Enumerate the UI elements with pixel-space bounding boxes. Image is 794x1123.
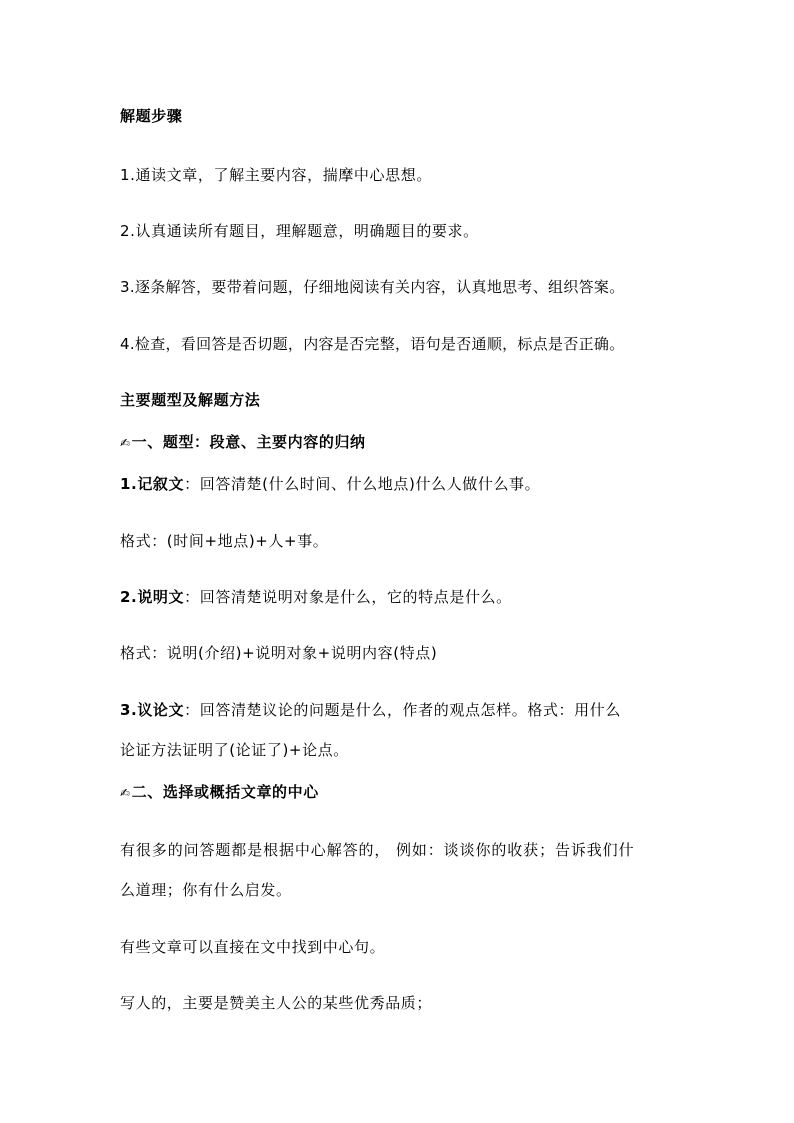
narrative-line: [120, 474, 540, 494]
section2-para1-line2: 么道理；你有什么启发。: [120, 881, 292, 899]
argument-label: 3.议论文: [120, 701, 185, 719]
step-4: 4.检查，看回答是否切题，内容是否完整，语句是否通顺，标点是否正确。: [120, 335, 625, 353]
argument-line: [120, 700, 621, 720]
writing-hand-icon: ✍: [120, 436, 131, 450]
section2-para3: 写人的，主要是赞美主人公的某些优秀品质；: [120, 994, 433, 1012]
narrative-format: 格式：(时间+地点)+人+事。: [120, 532, 329, 550]
step-3: 3.逐条解答，要带着问题，仔细地阅读有关内容，认真地思考、组织答案。: [120, 278, 625, 296]
narrative-label: 1.记叙文: [120, 475, 185, 493]
section2-para1-line1: 有很多的问答题都是根据中心解答的， 例如：谈谈你的收获；告诉我们什: [120, 841, 635, 859]
section2-title-text: 二、选择或概括文章的中心: [131, 783, 319, 801]
argument-text: ：回答清楚议论的问题是什么，作者的观点怎样。格式：用什么: [184, 701, 621, 719]
expository-label: 2.说明文: [120, 588, 185, 606]
step-1: 1.通读文章，了解主要内容，揣摩中心思想。: [120, 166, 432, 184]
section1-title-text: 一、题型：段意、主要内容的归纳: [131, 433, 366, 451]
expository-text: ：回答清楚说明对象是什么，它的特点是什么。: [184, 588, 512, 606]
section2-para2: 有些文章可以直接在文中找到中心句。: [120, 938, 386, 956]
heading-solving-steps: 解题步骤: [120, 107, 183, 125]
step-2: 2.认真通读所有题目，理解题意，明确题目的要求。: [120, 222, 479, 240]
section2-title: [120, 782, 319, 803]
section1-title: [120, 432, 366, 453]
argument-text-cont: 论证方法证明了(论证了)+论点。: [120, 741, 349, 759]
heading-question-types: 主要题型及解题方法: [120, 391, 261, 409]
expository-line: [120, 587, 512, 607]
writing-hand-icon: ✍: [120, 786, 131, 800]
expository-format: 格式：说明(介绍)+说明对象+说明内容(特点): [120, 644, 438, 662]
narrative-text: ：回答清楚(什么时间、什么地点)什么人做什么事。: [184, 475, 541, 493]
